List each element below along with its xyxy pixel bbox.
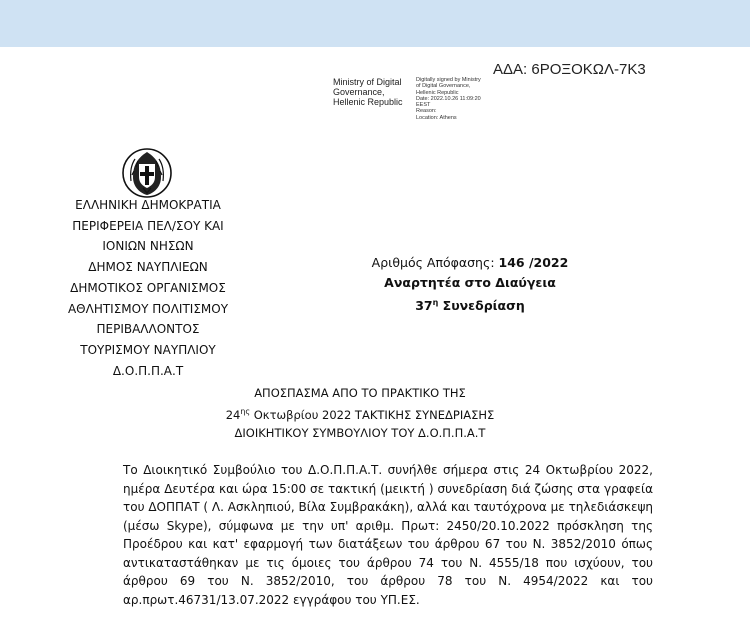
authority-header [48,195,248,381]
decision-number-label: Αριθμός Απόφασης: [371,255,499,270]
decision-number [340,253,600,273]
header-line: ΠΕΡΙΒΑΛΛΟΝΤΟΣ [96,322,200,337]
excerpt-day: 24 [225,407,241,422]
signature-detail-line: Reason: [416,108,437,115]
header-line: ΔΗΜΟΣ ΝΑΥΠΛΙΕΩΝ [88,260,208,275]
excerpt-title [180,384,540,442]
excerpt-line-3: ΔΙΟΙΚΗΤΙΚΟΥ ΣΥΜΒΟΥΛΙΟΥ ΤΟΥ Δ.Ο.Π.Π.Α.Τ [234,425,486,440]
excerpt-date-text: Οκτωβρίου 2022 ΤΑΚΤΙΚΗΣ ΣΥΝΕΔΡΙΑΣΗΣ [250,407,495,422]
session-label: Συνεδρίαση [438,298,525,314]
signature-detail-line: Date: 2022.10.26 11:09:20 [416,95,481,102]
excerpt-day-ordinal: ης [240,406,251,416]
top-bar [0,0,750,47]
header-line: ΠΕΡΙΦΕΡΕΙΑ ΠΕΛ/ΣΟΥ ΚΑΙ [72,218,224,233]
posted-notice: Αναρτητέα στο Διαύγεια [384,275,556,290]
session-ordinal: η [432,298,439,307]
signature-detail-line: Location: Athens [416,114,457,121]
ada-code: ΑΔΑ: 6ΡΟΞΟΚΩΛ-7Κ3 [493,61,646,78]
signature-signer-line: Ministry of Digital [333,77,402,87]
signature-details [416,77,481,121]
excerpt-line-2 [180,403,540,424]
header-line: ΑΘΛΗΤΙΣΜΟΥ ΠΟΛΙΤΙΣΜΟΥ [67,301,229,316]
signature-detail-line: EEST [416,102,431,109]
signature-detail-line: Hellenic Republic [416,89,459,96]
signature-signer-line: Hellenic Republic [333,97,403,107]
body-paragraph: Το Διοικητικό Συμβούλιο του Δ.Ο.Π.Π.Α.Τ. συνήλθε σήμερα στις 24 Οκτωβρίου 2022, ημέρα Δευτέρα και ώρα 15:00 σε τακτική (μεικτή ) συνεδρίαση διά ζώσης στα γραφεία του ΔΟΠΠΑΤ ( Λ. Ασκληπιού, Βίλα Συμβρακάκη), αλλά και ταυτόχρονα με τηλεδιάσκεψη (μέσω Skype), σύμφωνα με την υπ' αριθμ. Πρωτ: 2450/20.10.2022 πρόσκληση της Προέδρου και κατ' εφαρμογή των διατάξεων του άρθρου 67 του Ν. 3852/2010 όπως αντικαταστάθηκαν με τις όμοιες του άρθρου 74 του Ν. 4555/18 που ισχύουν, του άρθρου 69 του Ν. 3852/2010, του άρθρου 78 του Ν. 4954/2022 και του αρ.πρωτ.46731/13.07.2022 εγγράφου του ΥΠ.ΕΣ. [123,463,653,607]
decision-number-value: 146 /2022 [498,255,569,270]
excerpt-line-1: ΑΠΟΣΠΑΣΜΑ ΑΠΟ ΤΟ ΠΡΑΚΤΙΚΟ ΤΗΣ [254,386,466,400]
header-line: ΤΟΥΡΙΣΜΟΥ ΝΑΥΠΛΙΟΥ [80,342,216,357]
header-line: Δ.Ο.Π.Π.Α.Τ [112,363,184,378]
header-line: ΕΛΛΗΝΙΚΗ ΔΗΜΟΚΡΑΤΙΑ [75,198,221,212]
session-number: 37 [415,298,433,314]
signature-signer-line: Governance, [333,87,385,97]
greek-coat-of-arms-icon [121,147,173,199]
header-line: ΔΗΜΟΤΙΚΟΣ ΟΡΓΑΝΙΣΜΟΣ [70,280,226,295]
signature-signer [333,77,403,107]
session-line [340,293,600,316]
header-line: ΙΟΝΙΩΝ ΝΗΣΩΝ [102,239,194,254]
decision-block [340,253,600,316]
signature-detail-line: of Digital Governance, [416,83,471,90]
signature-detail-line: Digitally signed by Ministry [416,77,481,83]
document-page [0,47,750,625]
